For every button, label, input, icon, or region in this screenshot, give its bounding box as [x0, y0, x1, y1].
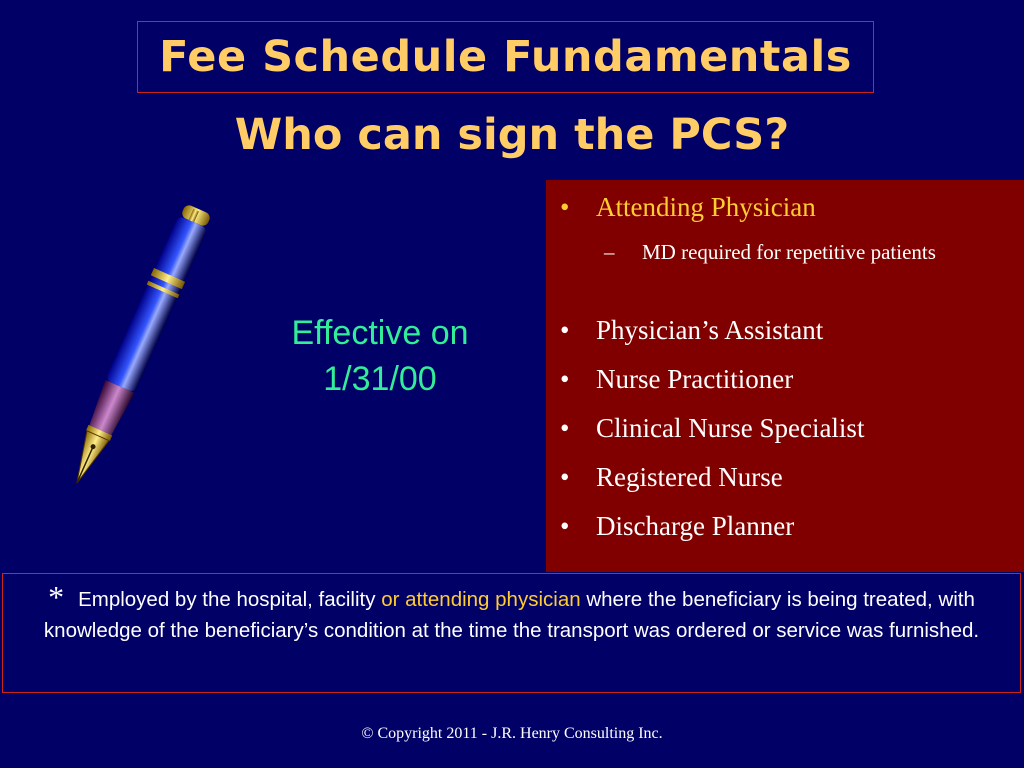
fountain-pen-icon — [30, 198, 245, 498]
list-item-label: Attending Physician — [596, 192, 816, 222]
list-item-label: Registered Nurse — [596, 462, 783, 492]
slide-subtitle: Who can sign the PCS? — [234, 110, 790, 160]
bullet-marker: • — [560, 364, 570, 394]
bullet-marker: • — [560, 462, 570, 492]
title-box — [137, 21, 874, 93]
footnote-part1: Employed by the hospital, facility — [78, 588, 376, 611]
bullet-marker: • — [560, 315, 570, 345]
bullet-marker: • — [560, 511, 570, 541]
list-item — [560, 413, 864, 444]
copyright-footer: © Copyright 2011 - J.R. Henry Consulting Inc. — [361, 725, 663, 742]
footnote-highlight: or attending physician — [381, 588, 581, 611]
list-item-label: Discharge Planner — [596, 511, 795, 541]
list-item — [560, 462, 783, 493]
footnote-part2: where the beneficiary is being treated, with knowledge of the beneficiary’s condition at the time the transport was ordered or service was furnished. — [43, 588, 980, 642]
list-item — [560, 364, 793, 395]
list-subitem-label: MD required for repetitive patients — [642, 240, 936, 264]
signers-list-panel — [546, 180, 1024, 572]
effective-label: Effective on — [291, 314, 469, 352]
bullet-marker: • — [560, 413, 570, 443]
list-item-label: Physician’s Assistant — [596, 315, 824, 345]
bullet-marker: • — [560, 192, 570, 222]
list-item-label: Nurse Practitioner — [596, 364, 794, 394]
dash-marker: – — [604, 240, 615, 264]
list-subitem — [604, 236, 974, 269]
asterisk-marker: * — [48, 579, 65, 615]
slide-title: Fee Schedule Fundamentals — [159, 32, 852, 82]
footnote-box — [2, 573, 1021, 693]
list-item — [560, 192, 816, 223]
list-item-label: Clinical Nurse Specialist — [596, 413, 865, 443]
list-item — [560, 511, 794, 542]
list-item — [560, 315, 823, 346]
effective-date-text — [260, 310, 500, 402]
effective-date: 1/31/00 — [323, 360, 437, 398]
